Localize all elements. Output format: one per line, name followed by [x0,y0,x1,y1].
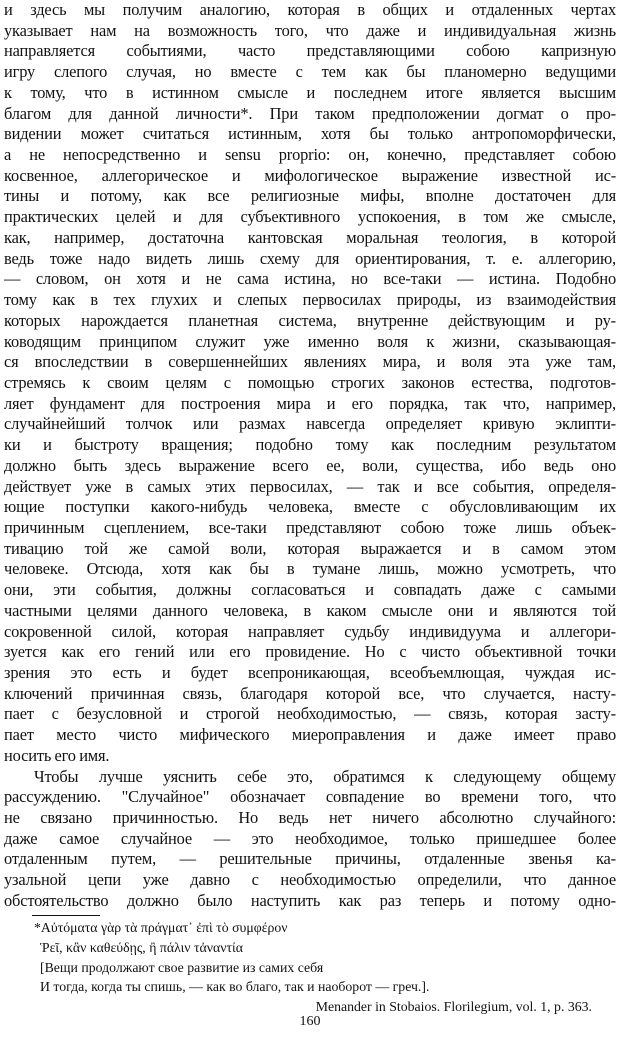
text-line: и здесь мы получим аналогию, которая в общих и отдаленных чертах [4,0,616,19]
text-line-paragraph-start: Чтобы лучше уяснить себе это, обратимся к следующему общему [34,766,616,786]
footnote [34,918,618,1017]
text-line: игру слепого случая, но вместе с тем как бы планомерно ведущими [4,62,616,82]
text-line: как, например, достаточна кантовская моральная теология, в которой [4,227,616,247]
text-line: ся впоследствии в совершеннейших явлениях мира, и воля эта уже там, [4,352,616,372]
text-line: не связано причинностью. Но ведь нет ничего абсолютно случайного: [4,808,616,828]
text-line: даже самое случайное — это необходимое, только пришедшее более [4,828,616,848]
text-line: благом для данной личности*. При таком предположении догмат о про- [4,103,616,123]
text-line: действует уже в самых этих первосилах, — так и все события, определя- [4,476,616,496]
text-line: которых нарождается планетная система, внутренне действующим и ру- [4,310,616,330]
text-line: ки и быстроту вращения; подобно тому как последним результатом [4,435,616,455]
text-line: ющие поступки какого-нибудь человека, вместе с обусловливающим их [4,497,616,517]
text-line: тивацию той же самой воли, которая выражается и в самом этом [4,538,616,558]
text-line: ляет фундамент для построения мира и его порядка, так что, например, [4,393,616,413]
text-line: человеке. Отсюда, хотя как бы в тумане лишь, можно усмотреть, что [4,559,616,579]
text-line: случайнейший толчок или размах навсегда определяет кривую эклипти- [4,414,616,434]
text-line: видении может считаться истинным, хотя бы только антропоморфически, [4,124,616,144]
text-line: к тому, что в истинном смысле и последнем итоге является высшим [4,82,616,102]
text-line: ведь тоже надо видеть лишь схему для ориентирования, т. е. аллегорию, [4,248,616,268]
text-line-paragraph-end: носить его имя. [4,745,110,765]
footnote-divider [32,915,100,916]
text-line: зрения это есть и будет всепроникающая, всеобъемлющая, чуждая ис- [4,663,616,682]
text-line: указывает нам на возможность того, что даже и индивидуальная жизнь [4,20,616,40]
text-line: — словом, он хотя и не сама истина, но все-таки — истина. Подобно [4,269,616,289]
footnote-translation-line: [Вещи продолжают свое развитие из самих себя [40,959,324,975]
text-line: узальной цепи уже давно с необходимостью определили, что данное [4,870,616,890]
text-line: частными целями данного человека, в каком смысле они и являются той [4,600,616,620]
text-line: они, эти события, должны согласоваться и совпадать даже с самыми [4,580,616,600]
footnote-source: Menander in Stobaios. Florilegium, vol. 1, p. 363. [315,999,592,1015]
footnote-translation-line: И тогда, когда ты спишь, — как во благо, так и наоборот — греч.]. [40,979,430,995]
text-line: пает с безусловной и строгой необходимостью, — связь, которая засту- [4,704,616,724]
text-line: пает место чисто мифического миероправления и даже имеет право [4,725,616,745]
text-line: отдаленным путем, — решительные причины, отдаленные звенья ка- [4,849,616,869]
text-line: а не непосредственно и sensu proprio: он, конечно, представляет собою [4,145,616,165]
footnote-greek-line: *Αὐτόματα γὰρ τὰ πράγματ᾽ ἐπὶ τὸ συμφέρον [34,920,288,935]
text-line: ководящим принципом служит уже именно воля к жизни, сказывающая- [4,331,616,351]
footnote-greek-line: Ῥεῖ, κἂν καθεύδῃς, ἢ πάλιν τἀναντία [40,939,243,955]
text-line: сокровенной силой, которая направляет судьбу индивидуума и аллегори- [4,621,616,641]
text-line: причинным сцеплением, все-таки представляют собою тоже лишь объек- [4,517,616,537]
text-line: тины и потому, как все религиозные мифы, вполне достаточен для [4,186,616,206]
text-line: рассуждению. "Случайное" обозначает совпадение во времени того, что [4,787,616,807]
text-line: тому как в тех глухих и слепых первосилах природы, из взаимодействия [4,290,616,310]
text-line: стремясь к своим целям с помощью строгих законов естества, подготов- [4,372,616,392]
page-number: 160 [299,1014,321,1029]
text-line: обстоятельство должно было наступить как раз теперь и потому одно- [4,890,616,910]
text-line: направляется событиями, часто представляющими собою капризную [4,41,616,61]
text-line: косвенное, аллегорическое и мифологическое выражение известной ис- [4,165,616,185]
main-text [4,0,616,912]
text-line: зуется как его гений или его провидение. Но с чисто объективной точки [4,642,616,662]
text-line: должно быть здесь выражение всего ее, воли, существа, ибо ведь оно [4,455,616,475]
text-line: ключений причинная связь, благодаря которой все, что случается, насту- [4,683,616,703]
text-line: практических целей и для субъективного успокоения, в том же смысле, [4,207,616,227]
